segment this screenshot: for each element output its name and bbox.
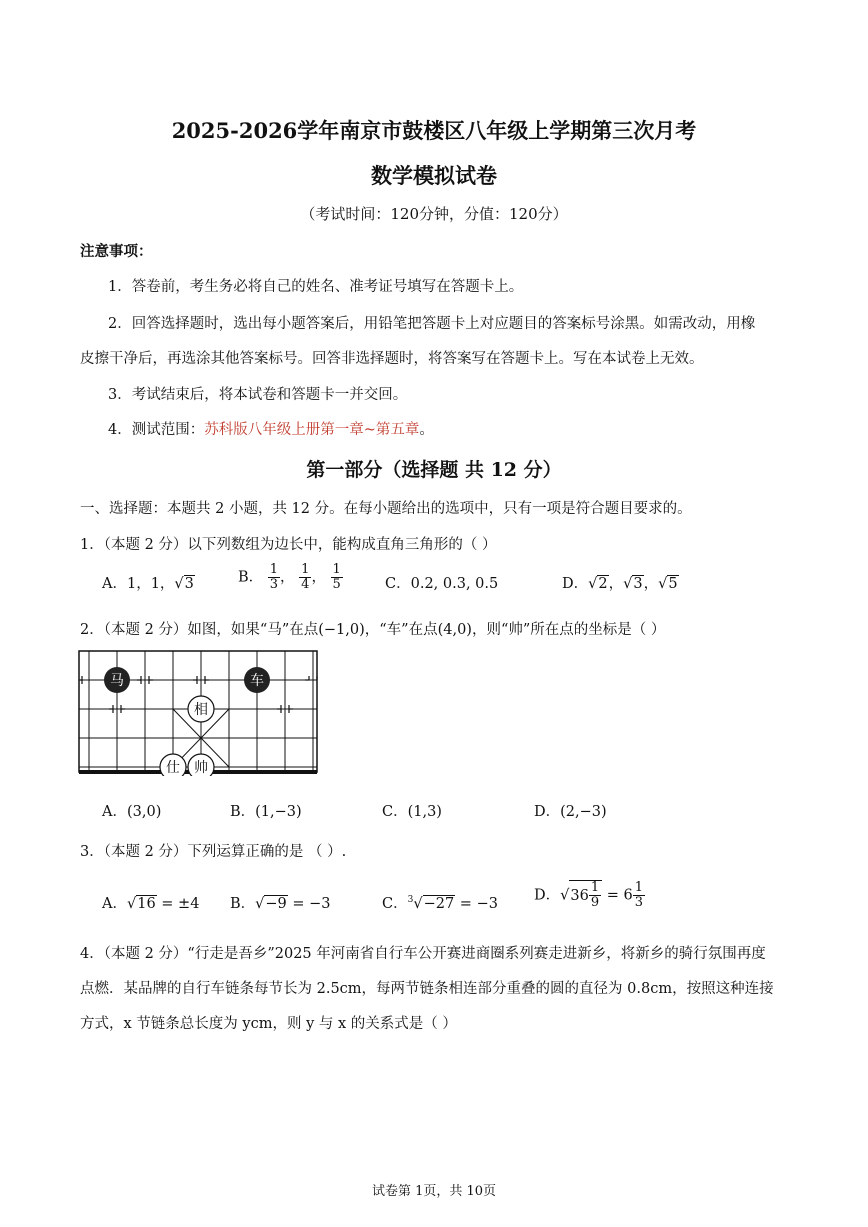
q1-b-frac-1: $\frac{1}{3}$: [269, 562, 279, 592]
svg-text:相: 相: [194, 702, 208, 718]
chess-board-figure: [78, 650, 320, 776]
q1-option-c: C．0.2, 0.3, 0.5: [385, 576, 499, 592]
piece-shi: [160, 754, 186, 776]
q1-b-frac-3: $\frac{1}{5}$: [332, 562, 341, 592]
notice-item-2-line1: 2．回答选择题时，选出每小题答案后，用铅笔把答题卡上对应题目的答案标号涂黑。如需改动，用橡: [108, 316, 756, 332]
svg-text:仕: 仕: [166, 760, 180, 776]
exam-info: （考试时间：120分钟，分值：120分）: [300, 205, 568, 223]
notice-item-4-prefix: 4．测试范围：: [108, 422, 205, 438]
notice-item-4-suffix: 。: [419, 422, 434, 438]
q1-option-b: B． $\frac{1}{3}$ ， $\frac{1}{4}$ ， $\frac{1}{5}$: [238, 562, 341, 592]
piece-ma: [104, 667, 130, 693]
q1-a-label: A．1，1，: [102, 576, 175, 592]
q4-line-3: 方式，x 节链条总长度为 ycm，则 y 与 x 的关系式是（ ）: [80, 1016, 457, 1032]
notice-item-1: 1．答卷前，考生务必将自己的姓名、准考证号填写在答题卡上。: [108, 279, 524, 295]
piece-shuai: [188, 754, 214, 776]
q3-option-b: B．√−9 = −3: [230, 896, 331, 912]
q4-line-2: 点燃．某品牌的自行车链条每节长为 2.5cm，每两节链条相连部分重叠的圆的直径为 0.8cm，按照这种连接: [80, 981, 774, 997]
q3-stem: 3．（本题 2 分）下列运算正确的是 （ ）.: [80, 844, 347, 860]
svg-text:马: 马: [110, 673, 124, 689]
q2-stem: 2．（本题 2 分）如图，如果“马”在点(−1,0)，“车”在点(4,0)，则“帅”所在点的坐标是（ ）: [80, 622, 666, 638]
section-instruction: 一、选择题：本题共 2 小题，共 12 分。在每小题给出的选项中，只有一项是符合题目要求的。: [80, 501, 692, 517]
svg-text:帅: 帅: [194, 760, 208, 776]
section-title: 第一部分（选择题 共 12 分）: [306, 459, 562, 481]
q1-c-value: 0.2, 0.3, 0.5: [410, 576, 499, 592]
exam-subtitle: 数学模拟试卷: [371, 163, 497, 188]
q3-option-d: D．√ 36 $\frac{1}{9}$ = 6 $\frac{1}{3}$: [534, 880, 643, 910]
q3-option-a: A．√16 = ±4: [102, 896, 200, 912]
q1-b-label: B．: [238, 569, 264, 586]
notice-heading: 注意事项：: [80, 243, 153, 260]
q1-option-d: D．√2，√3，√5: [562, 576, 678, 592]
q2-option-d: D．(2,−3): [534, 804, 607, 820]
svg-text:车: 车: [250, 673, 264, 689]
q2-option-c: C．(1,3): [382, 804, 442, 820]
q1-option-a: A．1，1，√3: [102, 576, 194, 592]
piece-che: [244, 667, 270, 693]
notice-item-2-line2: 皮擦干净后，再选涂其他答案标号。回答非选择题时，将答案写在答题卡上。写在本试卷上无效。: [80, 351, 704, 367]
piece-xiang: [188, 696, 214, 722]
q4-line-1: 4．（本题 2 分）“行走是吾乡”2025 年河南省自行车公开赛进商圈系列赛走进新乡，将新乡的骑行氛围再度: [80, 946, 766, 962]
exam-title: 2025-2026学年南京市鼓楼区八年级上学期第三次月考: [171, 118, 697, 143]
test-range: 苏科版八年级上册第一章~第五章: [204, 422, 420, 438]
q1-stem: 1．（本题 2 分）以下列数组为边长中，能构成直角三角形的（ ）: [80, 537, 497, 553]
notice-item-3: 3．考试结束后，将本试卷和答题卡一并交回。: [108, 387, 408, 403]
q2-option-a: A．(3,0): [102, 804, 162, 820]
q1-a-radicand: 3: [184, 576, 194, 592]
q3-option-c: C．$^3$√−27 = −3: [382, 895, 498, 912]
q2-option-b: B．(1,−3): [230, 804, 302, 820]
notice-item-4: [108, 418, 434, 439]
q1-b-frac-2: $\frac{1}{4}$: [301, 562, 310, 592]
page-footer: 试卷第 1页，共 10页: [371, 1184, 497, 1199]
